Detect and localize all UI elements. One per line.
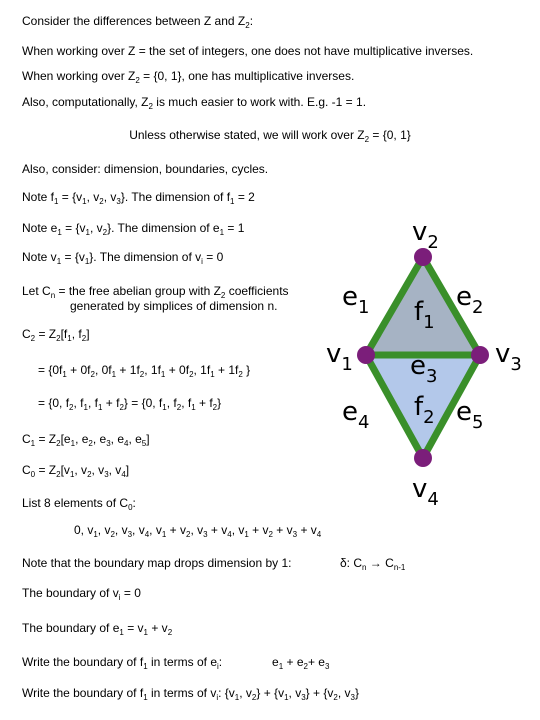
label-e3: $e_3$ <box>410 351 438 387</box>
computational-line: Also, computationally, $Z_2$ is much easier to work with. E.g. -1 = 1. <box>22 95 367 111</box>
default-field-line: Unless otherwise stated, we will work over $Z_2 = \{0$, 1} <box>129 128 411 144</box>
consider-line: Also, consider: dimension, boundaries, cycles. <box>22 162 269 176</box>
label-v1: $v_1$ <box>326 339 353 375</box>
note-e1-line: Note $e_1 = \{v_1$, $v_2$}. The dimension of $e_1 = 1$ <box>22 221 245 237</box>
c2-line: $C_2 = Z_2[f_1$, $f_2$] <box>22 327 90 343</box>
intro-line: Consider the differences between Z and $Z_2$: <box>22 14 254 30</box>
boundary-vi-line: The boundary of $v_i = 0$ <box>22 586 141 602</box>
boundary-map-line: Note that the boundary map drops dimension by 1: <box>22 556 292 570</box>
label-f1: $f_1$ <box>414 297 435 333</box>
label-e4: $e_4$ <box>342 397 370 433</box>
c1-line: $C_1 = Z_2[e_1$, $e_2$, $e_3$, $e_4$, $e_5$] <box>22 432 150 448</box>
label-f2: $f_2$ <box>414 392 435 428</box>
boundary-map-formula: δ: $C_n \to C_{n-1}$ <box>340 556 406 572</box>
c2-elements-line: = {0, $f_2$, $f_1$, $f_1 + f_2\} = \{0$, $f_1$, $f_2$, $f_1 + f_2$} <box>38 396 222 412</box>
boundary-e1-line: The boundary of $e_1 = v_1 + v_2$ <box>22 621 173 637</box>
label-e2: $e_2$ <box>456 282 484 318</box>
boundary-f1-vertices-line: Write the boundary of $f_1$ in terms of $v_i$: {$v_1$, $v_2\} + \{v_1$, $v_3\} + \{v_2$, $v_3$} <box>22 686 359 702</box>
note-f1-line: Note $f_1 = \{v_1$, $v_2$, $v_3$}. The dimension of $f_1 = 2$ <box>22 190 255 206</box>
vertex-v3 <box>471 346 489 364</box>
z2-inverses-line: When working over $Z_2 = \{0$, 1}, one has multiplicative inverses. <box>22 69 355 85</box>
label-e1: $e_1$ <box>342 282 370 318</box>
cn-definition-line: Let $C_n$ = the free abelian group with $Z_2$ coefficients <box>22 284 289 300</box>
cn-definition-cont: generated by simplices of dimension n. <box>70 299 278 313</box>
note-v1-line: Note $v_1 = \{v_1\}$. The dimension of $v_i = 0$ <box>22 250 224 266</box>
vertex-v1 <box>357 346 375 364</box>
c0-elements-line: 0, $v_1$, $v_2$, $v_3$, $v_4$, $v_1 + v_2$, $v_3 + v_4$, $v_1 + v_2 + v_3 + v_4$ <box>74 523 322 539</box>
label-v2: $v_2$ <box>412 217 439 253</box>
vertex-v4 <box>414 449 432 467</box>
list-c0-line: List 8 elements of $C_0$: <box>22 496 136 512</box>
c0-line: $C_0 = Z_2[v_1$, $v_2$, $v_3$, $v_4$] <box>22 463 130 479</box>
label-e5: $e_5$ <box>456 397 484 433</box>
boundary-f1-edges-line: Write the boundary of $f_1$ in terms of $e_i$: <box>22 655 223 671</box>
label-v4: $v_4$ <box>412 474 439 510</box>
c2-expansion-line: = {$0f_1 + 0f_2$, $0f_1 + 1f_2$, $1f_1 + 0f_2$, $1f_1 + 1f_2$ } <box>38 363 251 379</box>
label-v3: $v_3$ <box>495 339 522 375</box>
boundary-f1-edges-answer: $e_1 + e_2+ e_3$ <box>272 655 330 671</box>
integers-line: When working over Z = the set of integers, one does not have multiplicative inverses. <box>22 44 474 58</box>
